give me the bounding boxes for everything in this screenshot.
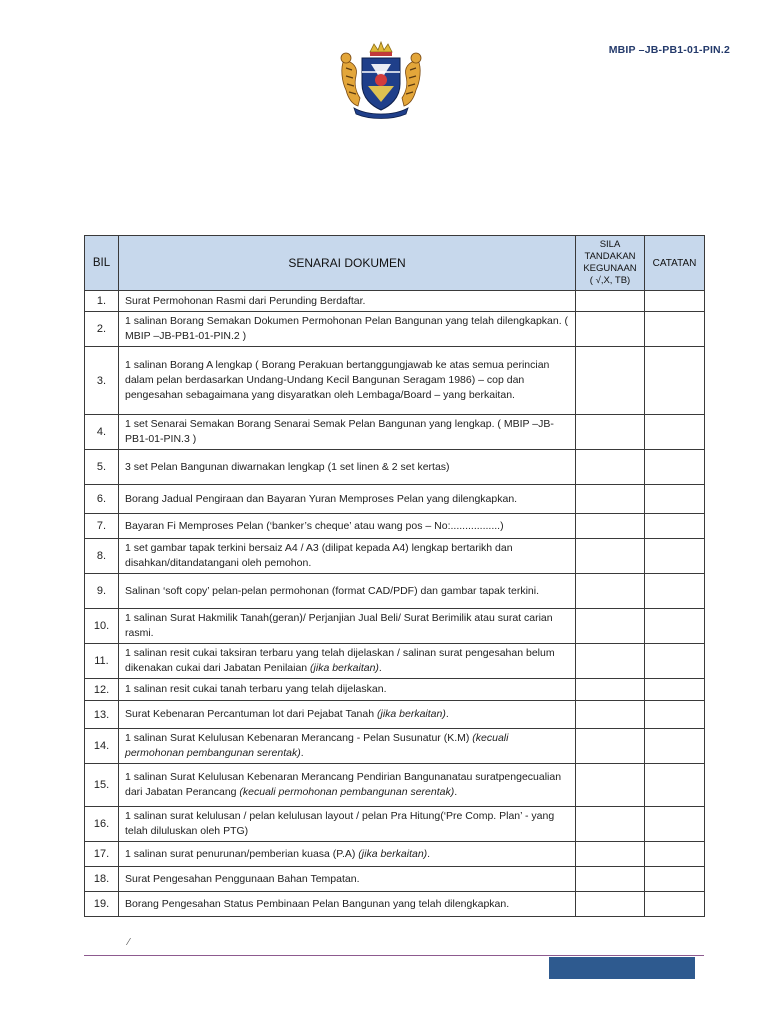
document-reference-code: MBIP –JB-PB1-01-PIN.2 xyxy=(608,44,730,56)
tick-cell[interactable] xyxy=(576,807,645,842)
header-senarai-dokumen: SENARAI DOKUMEN xyxy=(119,236,576,291)
row-number: 2. xyxy=(85,312,119,347)
catatan-cell[interactable] xyxy=(645,701,705,729)
description-text: Surat Pengesahan Penggunaan Bahan Tempatan. xyxy=(125,872,360,885)
description-text: Salinan ‘soft copy’ pelan-pelan permohonan (format CAD/PDF) dan gambar tapak terkini. xyxy=(125,584,539,597)
description-text: Borang Pengesahan Status Pembinaan Pelan Bangunan yang telah dilengkapkan. xyxy=(125,897,510,910)
catatan-cell[interactable] xyxy=(645,892,705,917)
description-text: 1 salinan resit cukai tanah terbaru yang telah dijelaskan. xyxy=(125,683,387,695)
header-sila-tandakan xyxy=(576,236,645,291)
row-description xyxy=(119,415,576,450)
row-description xyxy=(119,539,576,574)
tick-cell[interactable] xyxy=(576,347,645,415)
table-row xyxy=(85,485,705,514)
catatan-cell[interactable] xyxy=(645,764,705,807)
description-text: 1 salinan Surat Kelulusan Kebenaran Merancang - Pelan Susunatur (K.M) xyxy=(125,732,473,744)
catatan-cell[interactable] xyxy=(645,574,705,609)
description-italic-note: (jika berkaitan) xyxy=(310,662,379,674)
description-text: 1 set gambar tapak terkini bersaiz A4 / A3 (dilipat kepada A4) lengkap bertarikh dan disahkan/ditandatangani oleh pemohon. xyxy=(125,542,513,569)
tick-cell[interactable] xyxy=(576,415,645,450)
tick-cell[interactable] xyxy=(576,764,645,807)
row-number: 13. xyxy=(85,701,119,729)
catatan-cell[interactable] xyxy=(645,867,705,892)
header-tick-line-4: ( √,X, TB) xyxy=(589,275,631,286)
table-row xyxy=(85,574,705,609)
table-row xyxy=(85,347,705,415)
row-number: 3. xyxy=(85,347,119,415)
row-description xyxy=(119,514,576,539)
description-italic-note: (kecuali permohonan pembangunan serentak) xyxy=(125,732,509,759)
table-row xyxy=(85,729,705,764)
description-tail: . xyxy=(454,786,458,798)
municipal-crest-icon xyxy=(338,38,424,120)
catatan-cell[interactable] xyxy=(645,644,705,679)
description-text: 1 salinan surat kelulusan / pelan kelulusan layout / pelan Pra Hitung(‘Pre Comp. Plan’ - yang telah diluluskan oleh PTG) xyxy=(125,810,555,837)
table-row xyxy=(85,867,705,892)
row-description xyxy=(119,764,576,807)
footer-mark: ⁄ xyxy=(128,937,130,948)
row-number: 17. xyxy=(85,842,119,867)
tick-cell[interactable] xyxy=(576,892,645,917)
row-number: 6. xyxy=(85,485,119,514)
tick-cell[interactable] xyxy=(576,574,645,609)
description-tail: . xyxy=(300,747,304,759)
description-text: 1 salinan Borang Semakan Dokumen Permohonan Pelan Bangunan yang telah dilengkapkan. ( MBIP –JB-PB1-01-PIN.2 ) xyxy=(125,315,569,342)
row-description xyxy=(119,679,576,701)
row-description xyxy=(119,347,576,415)
table-row xyxy=(85,764,705,807)
tick-cell[interactable] xyxy=(576,701,645,729)
description-text: Surat Kebenaran Percantuman lot dari Pejabat Tanah xyxy=(125,708,377,720)
catatan-cell[interactable] xyxy=(645,807,705,842)
table-row xyxy=(85,842,705,867)
description-italic-note: (jika berkaitan) xyxy=(376,708,446,720)
table-row xyxy=(85,312,705,347)
table-row xyxy=(85,807,705,842)
description-text: 1 salinan Surat Kelulusan Kebenaran Merancang Pendirian Bangunanatau suratpengecualian dari Jabatan Perancang xyxy=(125,771,562,798)
description-text: Surat Permohonan Rasmi dari Perunding Berdaftar. xyxy=(125,294,366,307)
header-bil: BIL xyxy=(85,236,119,291)
catatan-cell[interactable] xyxy=(645,415,705,450)
catatan-cell[interactable] xyxy=(645,450,705,485)
row-number: 5. xyxy=(85,450,119,485)
row-description xyxy=(119,807,576,842)
tick-cell[interactable] xyxy=(576,842,645,867)
description-text: 1 salinan surat penurunan/pemberian kuasa (P.A) xyxy=(125,847,359,860)
catatan-cell[interactable] xyxy=(645,842,705,867)
header-tick-line-1: SILA xyxy=(599,239,621,250)
document-checklist-table xyxy=(84,235,705,917)
catatan-cell[interactable] xyxy=(645,679,705,701)
tick-cell[interactable] xyxy=(576,450,645,485)
row-number: 11. xyxy=(85,644,119,679)
table-row xyxy=(85,701,705,729)
tick-cell[interactable] xyxy=(576,539,645,574)
description-italic-note: (jika berkaitan) xyxy=(358,847,428,860)
tick-cell[interactable] xyxy=(576,644,645,679)
tick-cell[interactable] xyxy=(576,514,645,539)
row-number: 14. xyxy=(85,729,119,764)
catatan-cell[interactable] xyxy=(645,312,705,347)
catatan-cell[interactable] xyxy=(645,514,705,539)
footer-divider xyxy=(84,955,704,956)
description-text: Borang Jadual Pengiraan dan Bayaran Yuran Memproses Pelan yang dilengkapkan. xyxy=(125,492,518,505)
tick-cell[interactable] xyxy=(576,609,645,644)
description-tail: . xyxy=(445,708,449,720)
row-description xyxy=(119,892,576,917)
description-italic-note: (kecuali permohonan pembangunan serentak) xyxy=(239,786,455,798)
header-tick-line-3: KEGUNAAN xyxy=(583,263,637,274)
catatan-cell[interactable] xyxy=(645,291,705,312)
description-tail: . xyxy=(378,662,382,674)
table-row xyxy=(85,514,705,539)
row-description xyxy=(119,485,576,514)
tick-cell[interactable] xyxy=(576,485,645,514)
row-number: 12. xyxy=(85,679,119,701)
row-description xyxy=(119,867,576,892)
description-tail: . xyxy=(427,847,431,860)
description-text: 3 set Pelan Bangunan diwarnakan lengkap (1 set linen & 2 set kertas) xyxy=(125,460,450,473)
row-description xyxy=(119,450,576,485)
row-number: 16. xyxy=(85,807,119,842)
row-number: 8. xyxy=(85,539,119,574)
table-row xyxy=(85,539,705,574)
catatan-cell[interactable] xyxy=(645,485,705,514)
description-text: 1 salinan Surat Hakmilik Tanah(geran)/ Perjanjian Jual Beli/ Surat Berimilik atau surat carian rasmi. xyxy=(125,612,553,639)
footer-color-bar xyxy=(549,957,695,979)
tick-cell[interactable] xyxy=(576,312,645,347)
table-row xyxy=(85,609,705,644)
catatan-cell[interactable] xyxy=(645,609,705,644)
table-row xyxy=(85,679,705,701)
table-row xyxy=(85,415,705,450)
row-description xyxy=(119,291,576,312)
row-number: 4. xyxy=(85,415,119,450)
row-description xyxy=(119,609,576,644)
description-text: 1 salinan resit cukai taksiran terbaru yang telah dijelaskan / salinan surat pengesahan belum dikenakan cukai dari Jabatan Penilaian xyxy=(125,647,555,674)
description-text: 1 salinan Borang A lengkap ( Borang Perakuan bertanggungjawab ke atas semua perincian dalam pelan berdasarkan Undang-Undang Kecil Bangunan Seragam 1986) – cop dan pengesahan sebagaimana yang disyaratkan oleh Lembaga/Board – yang berkaitan. xyxy=(125,359,550,401)
tick-cell[interactable] xyxy=(576,291,645,312)
table-row xyxy=(85,450,705,485)
header-catatan: CATATAN xyxy=(645,236,705,291)
row-description xyxy=(119,729,576,764)
row-number: 10. xyxy=(85,609,119,644)
tick-cell[interactable] xyxy=(576,729,645,764)
row-number: 18. xyxy=(85,867,119,892)
catatan-cell[interactable] xyxy=(645,539,705,574)
tick-cell[interactable] xyxy=(576,679,645,701)
row-number: 15. xyxy=(85,764,119,807)
row-description xyxy=(119,842,576,867)
header-tick-line-2: TANDAKAN xyxy=(584,251,636,262)
catatan-cell[interactable] xyxy=(645,347,705,415)
row-number: 1. xyxy=(85,291,119,312)
description-text: Bayaran Fi Memproses Pelan (‘banker’s cheque’ atau wang pos – No:.................) xyxy=(125,519,504,532)
row-number: 9. xyxy=(85,574,119,609)
table-row xyxy=(85,892,705,917)
table-header-row xyxy=(85,236,705,291)
row-number: 19. xyxy=(85,892,119,917)
row-description xyxy=(119,574,576,609)
row-description xyxy=(119,701,576,729)
row-description xyxy=(119,644,576,679)
description-text: 1 set Senarai Semakan Borang Senarai Semak Pelan Bangunan yang lengkap. ( MBIP –JB-PB1-01-PIN.3 ) xyxy=(125,418,554,445)
table-row xyxy=(85,291,705,312)
catatan-cell[interactable] xyxy=(645,729,705,764)
table-row xyxy=(85,644,705,679)
row-description xyxy=(119,312,576,347)
tick-cell[interactable] xyxy=(576,867,645,892)
row-number: 7. xyxy=(85,514,119,539)
